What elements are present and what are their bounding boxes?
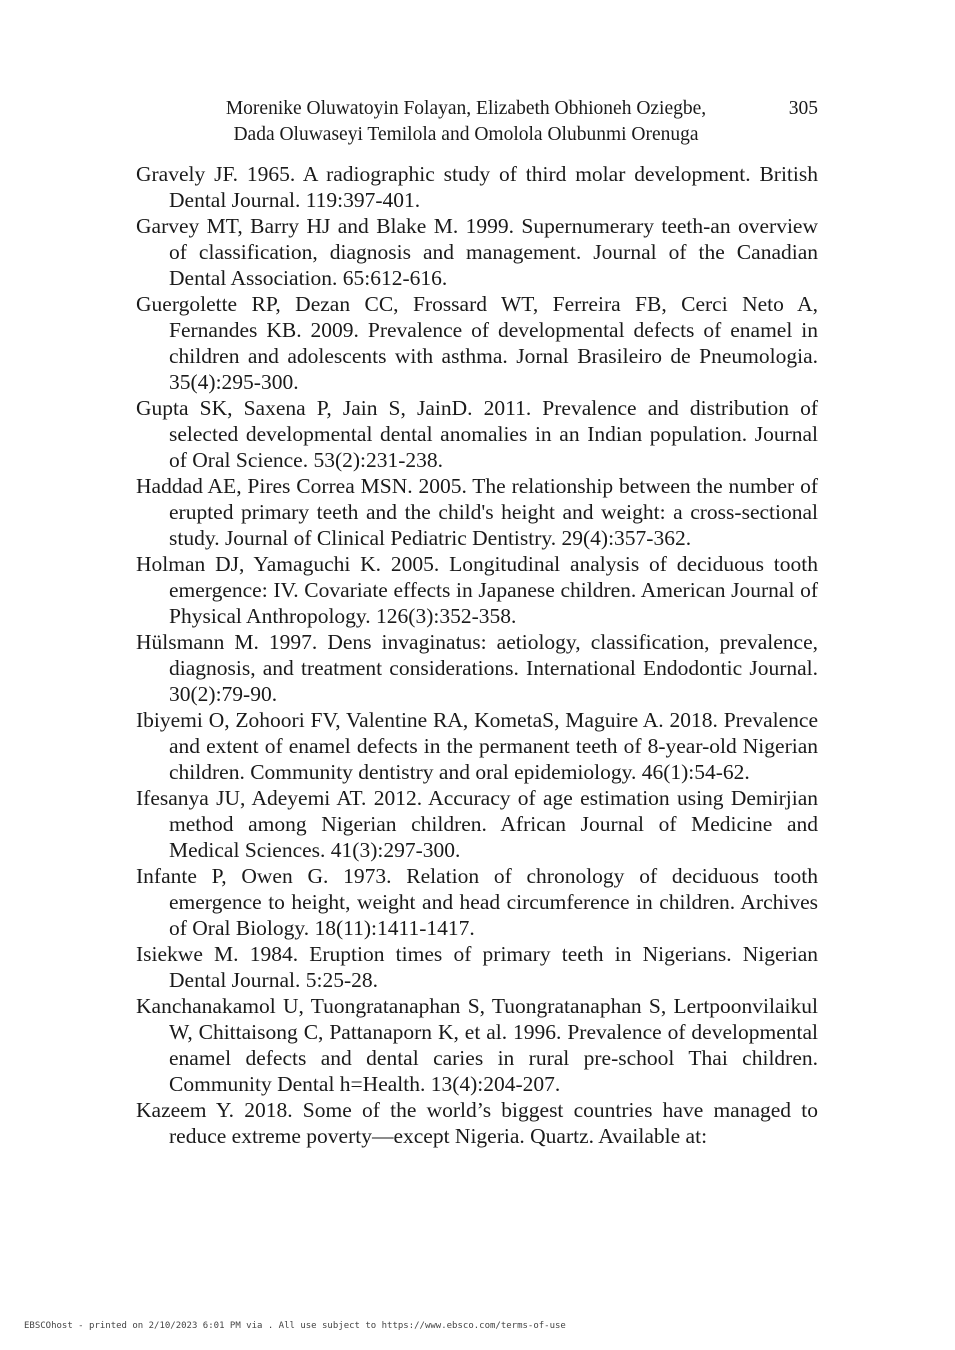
authors-line-2: Dada Oluwaseyi Temilola and Omolola Olubunmi Orenuga — [233, 124, 699, 145]
reference-isiekwe-1984: Isiekwe M. 1984. Eruption times of primary teeth in Nigerians. Nigerian Dental Journal. 5:25-28. — [136, 942, 818, 992]
reference-gravely-1965: Gravely JF. 1965. A radiographic study of third molar development. British Dental Journal. 119:397-401. — [136, 162, 818, 212]
reference-gupta-2011: Gupta SK, Saxena P, Jain S, JainD. 2011. Prevalence and distribution of selected developmental dental anomalies in an Indian population. Journal of Oral Science. 53(2):231-238. — [136, 396, 818, 472]
reference-hulsmann-1997: Hülsmann M. 1997. Dens invaginatus: aetiology, classification, prevalence, diagnosis, and treatment considerations. International Endodontic Journal. 30(2):79-90. — [136, 630, 818, 706]
reference-holman-2005: Holman DJ, Yamaguchi K. 2005. Longitudinal analysis of deciduous tooth emergence: IV. Covariate effects in Japanese children. American Journal of Physical Anthropology. 126(3):352-358. — [136, 552, 818, 628]
running-header — [136, 96, 818, 144]
reference-guergolette-2009: Guergolette RP, Dezan CC, Frossard WT, Ferreira FB, Cerci Neto A, Fernandes KB. 2009. Prevalence of developmental defects of enamel in children and adolescents with asthma. Jornal Brasileiro de Pneumologia. 35(4):295-300. — [136, 292, 818, 394]
reference-ibiyemi-2018: Ibiyemi O, Zohoori FV, Valentine RA, KometaS, Maguire A. 2018. Prevalence and extent of enamel defects in the permanent teeth of 8-year-old Nigerian children. Community dentistry and oral epidemiology. 46(1):54-62. — [136, 708, 818, 784]
running-header-authors — [176, 96, 756, 148]
reference-kanchanakamol-1996: Kanchanakamol U, Tuongratanaphan S, Tuongratanaphan S, Lertpoonvilaikul W, Chittaisong C, Pattanaporn K, et al. 1996. Prevalence of developmental enamel defects and dental caries in rural pre-school Thai children. Community Dental h=Health. 13(4):204-207. — [136, 994, 818, 1096]
reference-garvey-1999: Garvey MT, Barry HJ and Blake M. 1999. Supernumerary teeth-an overview of classification, diagnosis and management. Journal of the Canadian Dental Association. 65:612-616. — [136, 214, 818, 290]
reference-kazeem-2018: Kazeem Y. 2018. Some of the world’s biggest countries have managed to reduce extreme poverty—except Nigeria. Quartz. Available at: — [136, 1098, 818, 1148]
reference-haddad-2005: Haddad AE, Pires Correa MSN. 2005. The relationship between the number of erupted primary teeth and the child's height and weight: a cross-sectional study. Journal of Clinical Pediatric Dentistry. 29(4):357-362. — [136, 474, 818, 550]
ebscohost-footer: EBSCOhost - printed on 2/10/2023 6:01 PM via . All use subject to https://www.ebsco.com/terms-of-use — [24, 1321, 566, 1331]
reference-list — [136, 161, 818, 1149]
reference-infante-1973: Infante P, Owen G. 1973. Relation of chronology of deciduous tooth emergence to height, weight and head circumference in children. Archives of Oral Biology. 18(11):1411-1417. — [136, 864, 818, 940]
authors-line-1: Morenike Oluwatoyin Folayan, Elizabeth Obhioneh Oziegbe, — [225, 98, 707, 119]
reference-ifesanya-2012: Ifesanya JU, Adeyemi AT. 2012. Accuracy of age estimation using Demirjian method among Nigerian children. African Journal of Medicine and Medical Sciences. 41(3):297-300. — [136, 786, 818, 862]
page-number: 305 — [788, 98, 818, 119]
